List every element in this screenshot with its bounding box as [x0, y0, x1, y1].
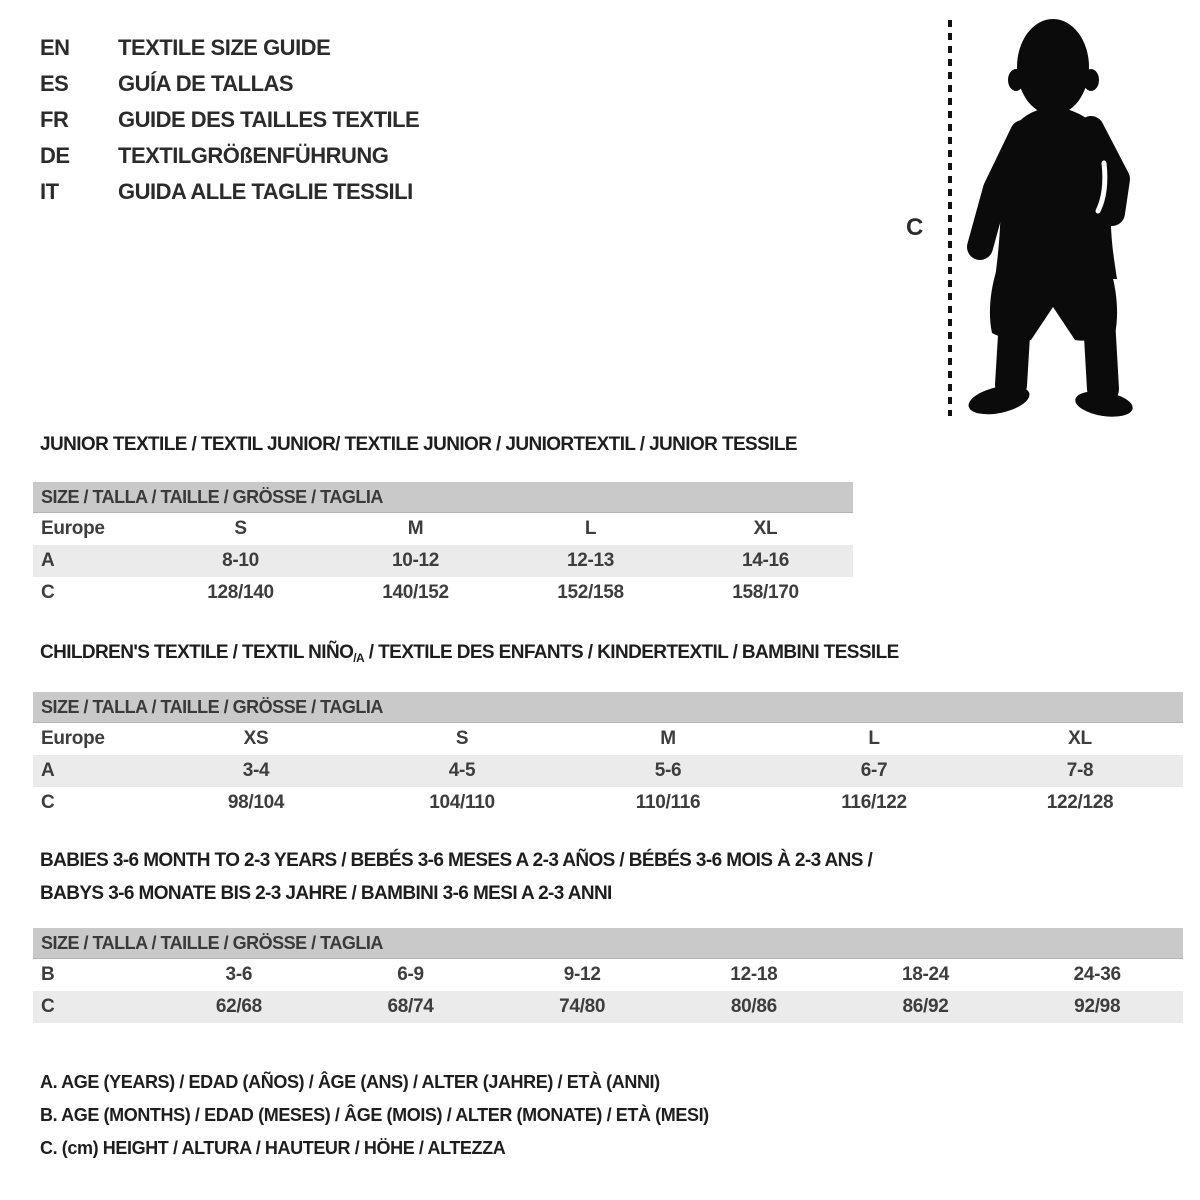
row-label: A [41, 760, 55, 781]
table-cell: XL [753, 518, 778, 539]
row-label: Europe [41, 518, 105, 539]
language-code: ES [40, 71, 69, 96]
table-cell: M [660, 728, 676, 749]
height-measure-label: C [906, 214, 924, 241]
table-cell: 110/116 [635, 792, 701, 813]
table-cell: S [234, 518, 247, 539]
table-row-height [33, 577, 853, 609]
legend-line-b: B. AGE (MONTHS) / EDAD (MESES) / ÂGE (MOIS) / ALTER (MONATE) / ETÀ (MESI) [40, 1105, 709, 1125]
guide-title-es: GUÍA DE TALLAS [118, 71, 294, 96]
guide-title-fr: GUIDE DES TAILLES TEXTILE [118, 107, 420, 132]
table-cell: 10-12 [391, 550, 440, 571]
table-cell: 4-5 [448, 760, 476, 781]
legend-line-a: A. AGE (YEARS) / EDAD (AÑOS) / ÂGE (ANS) / ALTER (JAHRE) / ETÀ (ANNI) [40, 1072, 660, 1092]
guide-title-en: TEXTILE SIZE GUIDE [118, 35, 331, 60]
table-row-age [33, 755, 1183, 787]
babies-size-table [33, 928, 1183, 1023]
table-row-height [33, 991, 1183, 1023]
table-cell: 140/152 [382, 582, 449, 603]
guide-title-it: GUIDA ALLE TAGLIE TESSILI [118, 179, 413, 204]
toddler-silhouette [963, 16, 1143, 418]
table-row-europe [33, 513, 853, 545]
row-label: C [41, 582, 55, 603]
row-label: B [41, 964, 55, 985]
table-cell: 104/110 [429, 792, 495, 813]
language-row-it [40, 174, 419, 210]
table-cell: 8-10 [222, 550, 259, 571]
row-label: C [41, 996, 55, 1017]
table-cell: 7-8 [1066, 760, 1094, 781]
table-cell: 12-13 [566, 550, 615, 571]
children-section-title [40, 642, 899, 665]
size-header-band: SIZE / TALLA / TAILLE / GRÖSSE / TAGLIA [33, 692, 1183, 723]
language-row-es [40, 66, 419, 102]
table-cell: 12-18 [730, 964, 778, 985]
language-title-list [40, 30, 419, 210]
language-row-fr [40, 102, 419, 138]
table-row-age-months [33, 959, 1183, 991]
table-cell: XS [243, 728, 269, 749]
language-code: DE [40, 143, 70, 168]
language-row-en [40, 30, 419, 66]
children-title-sub: /A [353, 651, 365, 665]
table-cell: 98/104 [227, 792, 285, 813]
table-cell: S [455, 728, 469, 749]
height-dashed-line [948, 20, 952, 416]
table-cell: XL [1068, 728, 1092, 749]
table-cell: 9-12 [563, 964, 601, 985]
junior-size-table [33, 482, 853, 609]
measurement-legend [40, 1066, 709, 1165]
language-code: FR [40, 107, 69, 132]
table-cell: 68/74 [387, 996, 434, 1017]
guide-title-de: TEXTILGRÖßENFÜHRUNG [118, 143, 389, 168]
size-header-band: SIZE / TALLA / TAILLE / GRÖSSE / TAGLIA [33, 928, 1183, 959]
legend-line-c: C. (cm) HEIGHT / ALTURA / HAUTEUR / HÖHE / ALTEZZA [40, 1138, 506, 1158]
table-cell: 122/128 [1046, 792, 1114, 813]
table-cell: 74/80 [559, 996, 606, 1017]
language-code: EN [40, 35, 70, 60]
table-cell: 3-6 [225, 964, 253, 985]
babies-section-title-line1: BABIES 3-6 MONTH TO 2-3 YEARS / BEBÉS 3-6 MESES A 2-3 AÑOS / BÉBÉS 3-6 MOIS À 2-3 ANS / [40, 850, 873, 871]
table-row-europe [33, 723, 1183, 755]
table-cell: L [868, 728, 880, 749]
language-code: IT [40, 179, 59, 204]
children-size-table [33, 692, 1183, 819]
table-cell: 80/86 [730, 996, 777, 1017]
size-header-band: SIZE / TALLA / TAILLE / GRÖSSE / TAGLIA [33, 482, 853, 513]
table-cell: 6-9 [397, 964, 424, 985]
table-cell: 116/122 [841, 792, 907, 813]
babies-section-title-line2: BABYS 3-6 MONATE BIS 2-3 JAHRE / BAMBINI 3-6 MESI A 2-3 ANNI [40, 883, 612, 904]
table-cell: 14-16 [741, 550, 790, 571]
table-cell: 18-24 [901, 964, 950, 985]
row-label: A [41, 550, 55, 571]
language-row-de [40, 138, 419, 174]
table-cell: 3-4 [242, 760, 270, 781]
table-cell: 92/98 [1074, 996, 1121, 1017]
table-cell: 62/68 [215, 996, 262, 1017]
table-cell: 152/158 [557, 582, 624, 603]
children-title-post: / TEXTILE DES ENFANTS / KINDERTEXTIL / BAMBINI TESSILE [364, 642, 899, 663]
row-label: Europe [41, 728, 105, 749]
row-label: C [41, 792, 55, 813]
table-cell: 24-36 [1073, 964, 1121, 985]
table-cell: 158/170 [732, 582, 799, 603]
table-cell: M [407, 518, 424, 539]
table-row-height [33, 787, 1183, 819]
junior-section-title: JUNIOR TEXTILE / TEXTIL JUNIOR/ TEXTILE JUNIOR / JUNIORTEXTIL / JUNIOR TESSILE [40, 434, 797, 455]
children-title-pre: CHILDREN'S TEXTILE / TEXTIL NIÑO [40, 642, 354, 663]
toddler-silhouette-image [963, 16, 1143, 418]
table-cell: 5-6 [654, 760, 682, 781]
table-cell: L [584, 518, 597, 539]
table-cell: 6-7 [860, 760, 888, 781]
table-row-age [33, 545, 853, 577]
table-cell: 86/92 [902, 996, 949, 1017]
table-cell: 128/140 [207, 582, 274, 603]
